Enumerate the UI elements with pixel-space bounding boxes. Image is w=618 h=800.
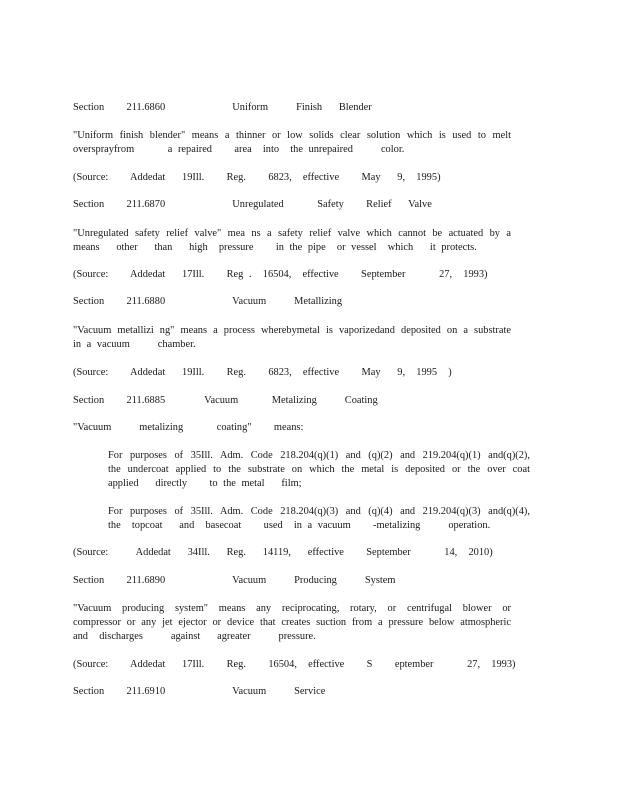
source-note: (Source: Addedat 34Ill. Reg. 14119, effective September 14, 2010) [73,547,493,558]
section-heading-211-6910: Section 211.6910 Vacuum Service [73,686,326,697]
definition-text-line: "Vacuum producing system" means any reciprocating, rotary, or centrifugal blower or [73,603,511,614]
definition-text-line: and discharges against agreater pressure. [73,631,316,642]
source-note: (Source: Addedat 19Ill. Reg. 6823, effective May 9, 1995 ) [73,367,452,378]
definition-text-line: "Uniform finish blender" means a thinner or low solids clear solution which is used to melt [73,130,511,141]
source-note: (Source: Addedat 19Ill. Reg. 6823, effective May 9, 1995) [73,172,441,183]
section-heading-211-6880: Section 211.6880 Vacuum Metallizing [73,296,343,307]
section-heading-211-6860: Section 211.6860 Uniform Finish Blender [73,102,372,113]
indented-clause-line: the undercoat applied to the substrate on which the metal is deposited or the over coat [108,464,530,475]
indented-clause-line: For purposes of 35Ill. Adm. Code 218.204(q)(1) and (q)(2) and 219.204(q)(1) and(q)(2), [108,450,530,461]
definition-text-line: "Unregulated safety relief valve" mea ns a safety relief valve which cannot be actuated by a [73,228,511,239]
indented-clause-line: For purposes of 35Ill. Adm. Code 218.204(q)(3) and (q)(4) and 219.204(q)(3) and(q)(4), [108,506,530,517]
definition-text-line: means other than high pressure in the pipe or vessel which it protects. [73,242,477,253]
section-heading-211-6870: Section 211.6870 Unregulated Safety Relief Valve [73,199,432,210]
definition-text-line: in a vacuum chamber. [73,339,196,350]
definition-text-line: "Vacuum metallizi ng" means a process wherebymetal is vaporizedand deposited on a substrate [73,325,511,336]
indented-clause-line: the topcoat and basecoat used in a vacuum -metalizing operation. [108,520,491,531]
source-note: (Source: Addedat 17Ill. Reg . 16504, effective September 27, 1993) [73,269,488,280]
definition-text-line: "Vacuum metalizing coating" means: [73,422,304,433]
source-note: (Source: Addedat 17Ill. Reg. 16504, effective S eptember 27, 1993) [73,659,516,670]
section-heading-211-6890: Section 211.6890 Vacuum Producing System [73,575,396,586]
indented-clause-line: applied directly to the metal film; [108,478,302,489]
definition-text-line: compressor or any jet ejector or device that creates suction from a pressure below atmospheric [73,617,511,628]
definition-text-line: oversprayfrom a repaired area into the unrepaired color. [73,144,405,155]
section-heading-211-6885: Section 211.6885 Vacuum Metalizing Coating [73,395,378,406]
